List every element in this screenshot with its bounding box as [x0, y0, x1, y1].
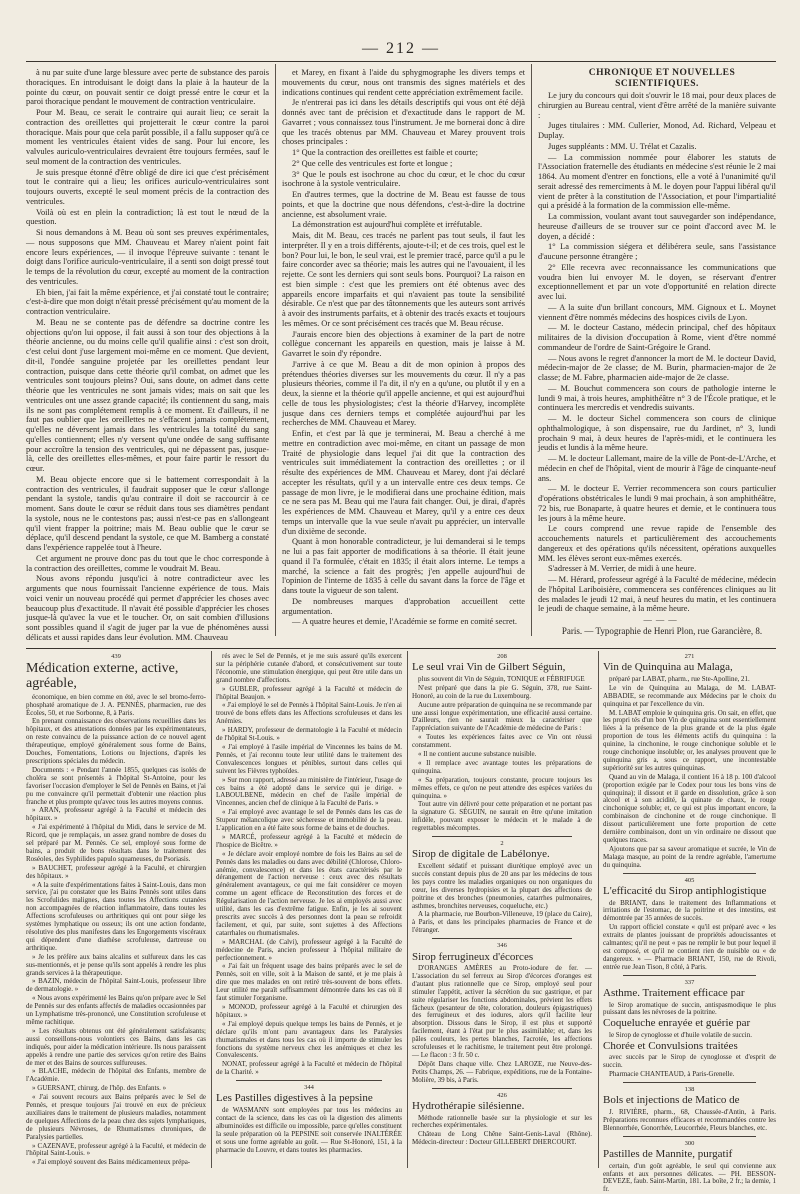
- ad-separator: [432, 836, 572, 837]
- ad-number: 208: [497, 653, 507, 660]
- ad-paragraph: » BLACHE, médecin de l'hôpital des Enfants, membre de l'Académie.: [26, 1067, 206, 1084]
- ad-paragraph: « Il remplace avec avantage toutes les préparations de quinquina.: [412, 758, 592, 775]
- article-paragraph: Si nous demandons à M. Beau où sont ses preuves expérimentales, — nous supposons que MM. Chauveau et Marey n'aient point fait encore leurs expériences, — il invoque l'épreuve suivante : tenant le doigt dans l'orifice auriculo-ventriculaire, il a senti son doigt pressé tout le temps de la révolution du cœur, excepté au moment de la contraction des ventricules.: [26, 228, 269, 286]
- chronicle-paragraph: — La commission nommée pour élaborer les statuts de l'Association fraternelle des étudiants en médecine s'est réunie le 2 mai 1864. Au moment d'entrer en fonctions, elle a voté à l'unanimité qu'il serait adressé des remerciments à M. le doyen pour l'appui libéral qu'il vient de prêter à la constitution de l'Association, et pour l'impartialité qui a présidé à la formation de la commission elle-même.: [538, 152, 776, 211]
- ad-paragraph: Tout autre vin délivré pour cette préparation et ne portant pas la signature G. SÉGUIN, ne saurait en être qu'une imitation infidèle, pouvant exposer le médecin et le malade à de regrettables mécomptes.: [412, 800, 592, 833]
- chronicle-paragraph: — A la suite d'un brillant concours, MM. Gignoux et L. Moynet viennent d'être nommés médecins des hospices civils de Lyon.: [538, 302, 776, 322]
- ad-paragraph: J. RIVIÈRE, pharm., 68, Chaussée-d'Antin, à Paris. Préparations reconnues efficaces et recommandées contre les Blennorrhée, Gonorrhée, Leucorrhée, Fleurs blanches, etc.: [603, 1108, 776, 1132]
- chronicle-column: [538, 68, 776, 636]
- article-paragraph: En d'autres termes, que la doctrine de M. Beau est fausse de tous points, et que la doctrine que nous défendons, c'est-à-dire la doctrine ancienne, est absolument vraie.: [282, 190, 525, 219]
- article-column-1: [26, 68, 269, 642]
- column-divider-1: [275, 64, 276, 636]
- ad-number: 426: [497, 1091, 507, 1099]
- ad-number: 300: [684, 1139, 695, 1147]
- chronicle-paragraph: S'adresser à M. Verrier, de midi à une heure.: [548, 564, 697, 574]
- ad-paragraph: » Je les préfère aux bains alcalins et sulfureux dans les cas sus-mentionnés, et je pense qu'ils sont appelés à rendre les plus grands services à la thérapeutique.: [26, 952, 206, 977]
- article-paragraph: La démonstration est aujourd'hui complète et irréfutable.: [292, 220, 483, 230]
- chronicle-paragraph: La commission, voulant avant tout sauvegarder son indépendance, heureuse d'ailleurs de se trouver sur ce point d'accord avec M. le doyen, a décidé :: [538, 212, 776, 241]
- ad-paragraph: « J'ai souvent recours aux Bains préparés avec le Sel de Pennès, et presque toujours j'ai trouvé en eux de précieux auxiliaires dans le traitement de plusieurs maladies, notamment de quelques Affections de la peau chez des sujets lymphatiques, de plusieurs Névroses, de Rhumatismes chroniques, de Paralysies partielles.: [26, 1093, 206, 1141]
- ad-paragraph: « J'ai expérimenté à l'hôpital du Midi, dans le service de M. Ricord, que je remplaçais, un assez grand nombre de doses du sel préparé par M. Pennès. Ce sel, employé sous forme de bains, a produit de bons résultats dans le traitement des Roséoles, des Syphilides papulo squameuses, du Psoriasis.: [26, 823, 206, 863]
- ad-paragraph: » MARCHAL (de Calvi), professeur agrégé à la Faculté de médecine de Paris, ancien professeur à l'hôpital militaire de perfectionnement. »: [216, 937, 402, 962]
- ad-headline: Pastilles de Mannite, purgatif: [603, 1148, 733, 1161]
- ad-paragraph: plus souvent dit Vin de Séguin, TONIQUE et FÉBRIFUGE: [418, 674, 585, 683]
- article-paragraph: à nu par suite d'une large blessure avec perte de substance des parois thoraciques. En introduisant le doigt dans la plaie à la hauteur de la pointe du cœur, on pouvait sentir ce doigt pressé entre le cœur et la paroi thoracique pendant le mouvement de contraction ventriculaire.: [26, 68, 269, 107]
- chronicle-title: CHRONIQUE ET NOUVELLES SCIENTIFIQUES.: [588, 68, 736, 90]
- ad-divider-1: [211, 651, 212, 1168]
- article-paragraph: Mais, dit M. Beau, ces tracés ne parlent pas tout seuls, il faut les interpréter. Il y en a trois différents, ajoute-t-il; et de ces trois, quel est le bon? Pour lui, le bon, le seul vrai, est le premier tracé, parce qu'il a pu le faire concorder avec sa théorie; mais les autres qui ne l'avouaient, il les rejette. Ce sont les derniers qui sont seuls bons. Pourquoi? La raison en est bien simple : c'est que les premiers ont été obtenus avec des appareils encore imparfaits et qui n'avaient pas toute la sensibilité désirable. Ce n'est que par des tâtonnements que les auteurs sont arrivés à avoir des instruments parfaits, et à obtenir des tracés exacts et toujours les mêmes. Or ce sont précisément ces tracés que M. Beau récuse.: [282, 231, 525, 328]
- ad-paragraph: » MARCÉ, professeur agrégé à la Faculté et médecin de l'hospice de Bicêtre. »: [216, 832, 402, 849]
- article-paragraph: J'aurais encore bien des objections à examiner de la part de notre collègue concernant les appareils en question, mais je laisse à M. Gavarret le soin d'y répondre.: [282, 329, 525, 358]
- chronicle-paragraph: — M. le docteur Lallemant, maire de la ville de Pont-de-L'Arche, et médecin en chef de l'hôpital, vient de mourir à l'âge de cinquante-neuf ans.: [538, 454, 777, 483]
- ad-column-4: [603, 653, 776, 1194]
- ad-headline: Bols et injections de Matico de: [603, 1094, 740, 1107]
- ad-paragraph: Aucune autre préparation de quinquina ne se recommande par une aussi longue expérimentation, une efficacité aussi certaine. D'ailleurs, rien ne saurait mieux la caractériser que l'appréciation suivante de l'Académie de médecine de Paris :: [412, 700, 592, 733]
- ad-paragraph: Documents : « Pendant l'année 1855, quelques cas isolés de choléra se sont présentés à l'hôpital St-Antoine, pour les favoriser l'occasion d'employer le Sel de Pennès en Bains, et j'ai pu me convaincre qu'il permettait d'obtenir une réaction plus franche et plus prompte qu'avec tous les autres moyens connus.: [26, 765, 206, 806]
- chronicle-paragraph: — M. le docteur E. Verrier recommencera son cours particulier d'opérations obstétricales le lundi 9 mai prochain, à son amphithéâtre, 72 bis, rue Bonaparte, à quatre heures et demie, et le continuera tous les jours à la même heure.: [538, 484, 776, 523]
- ad-headline: Coqueluche enrayée et guérie par: [603, 1017, 751, 1030]
- ad-paragraph: certain, d'un goût agréable, le seul qui convienne aux enfants et aux personnes délicates. — PH. BESSON-DEVEZE, faub. Saint-Martin, 181. La boîte, 2 fr.; la demie, 1 fr.: [603, 1161, 776, 1194]
- ad-separator: [623, 873, 756, 874]
- ad-paragraph: » GUBLER, professeur agrégé à la Faculté et médecin de l'hôpital Beaujon. »: [216, 684, 402, 701]
- chronicle-paragraph: Le cours comprend une revue rapide de l'ensemble des accouchements naturels et particulièrement des accouchements dangereux et des opérations qu'ils nécessitent, opérations auxquelles MM. les élèves seront eux-mêmes exercés.: [538, 524, 776, 563]
- article-paragraph: Je n'entrerai pas ici dans les détails descriptifs qui vous ont été déjà donnés avec tant de précision et d'exactitude dans le rapport de M. Gavarret ; vous connaissez tous l'instrument. Je me bornerai donc à dire que les tracés obtenus par MM. Chauveau et Marey prouvent trois choses principales :: [282, 98, 525, 147]
- chronicle-paragraph: — M. le docteur Castano, médecin principal, chef des hôpitaux militaires de la division d'occupation à Rome, vient d'être nommé commandeur de l'ordre de Saint-Grégoire le Grand.: [538, 323, 776, 352]
- chronicle-paragraph: Juges suppléants : MM. U. Trélat et Cazalis.: [548, 141, 697, 151]
- article-paragraph: Enfin, et c'est par là que je terminerai, M. Beau a cherché à me mettre en contradiction avec moi-même, en citant un passage de mon Traité de physiologie dans lequel j'ai dit que la contraction des ventricules suit immédiatement la contraction des oreillettes ; or il résulte des expériences de MM. Chauveau et Marey, dont j'ai déclaré accepter les résultats, qu'il y a un intervalle entre ces deux temps. Ce passage de mon livre, je le modifierai dans une prochaine édition, mais ce ne sera pas M. Beau qui me l'aura fait changer. Oui, je dirai, d'après les expériences de MM. Chauveau et Marey, qu'il y a entre ces deux temps un intervalle que la vue seule n'avait pu apprécier, un intervalle d'un dixième de seconde.: [282, 429, 525, 536]
- ad-column-1: [26, 653, 206, 1168]
- chronicle-paragraph: — Nous avons le regret d'annoncer la mort de M. le docteur David, médecin-major de 2e classe; de M. Burin, pharmacien-major de 2e classe; de M. Fabre, pharmacien aide-major de 2e classe.: [538, 353, 776, 383]
- ad-paragraph: M. LABAT emploie le quinquina gris. On sait, en effet, que les propri tés d'un bon Vin de quinquina sont essentiellement liées à la présence de la plus grande et de la plus égale proportion de tous les éléments actifs du quinquina : la quinine, la cinchonine, le rouge cinchonique soluble et le rouge cinchonique insoluble; or, les analyses prouvent que le quinquina gris a, sous ce rapport, une incontestable supériorité sur les autres quinquinas.: [603, 708, 776, 772]
- ad-number: 138: [684, 1086, 695, 1094]
- ad-number: 439: [111, 653, 121, 660]
- ad-paragraph: » BAZIN, médecin de l'hôpital Saint-Louis, professeur libre de dermatologie. »: [26, 977, 206, 994]
- page-number: — 212 —: [362, 40, 440, 57]
- ad-number: 405: [684, 876, 695, 884]
- ad-paragraph: » ARAN, professeur agrégé à la Faculté et médecin des hôpitaux. »: [26, 806, 206, 823]
- ad-paragraph: » Sur mon rapport, adressé au ministère de l'intérieur, l'usage de ces bains a été adopté dans le service qui je dirige. » LABOULBENE, médecin en chef de l'asile impérial de Vincennes, ancien chef de clinique à la Faculté de Paris. »: [216, 775, 402, 808]
- article-paragraph: — A quatre heures et demie, l'Académie se forme en comité secret.: [292, 617, 517, 627]
- ad-paragraph: de WASMANN sont employées par tous les médecins au contact de la science, dans les cas où la digestion des aliments albuminoïdes est difficile ou impossible, parce qu'elles constituent la seule préparation où la PEPSINE soit conservée INALTÉRÉE et sous une forme agréable au goût. — Rue St-Honoré, 151, à la pharmacie du Louvre, et dans toutes les pharmacies.: [216, 1106, 402, 1154]
- ad-paragraph: « A la suite d'expérimentations faites à Saint-Louis, dans mon service, j'ai pu constater que les Bains Pennès sont utiles dans les Scrofulides malignes, dans toutes les Affections cutanées non accompagnées de réaction inflammatoire, dans toutes les Affections scrofuleuses ou arthritiques qui ont pour siège les systèmes lymphatique ou osseux; ils ont une action fondante, résolutive des plus manifestes dans les Engorgements viscéraux qui dépendent d'une diathèse scrofuleuse, dartreuse ou arthritique.: [26, 880, 206, 952]
- ad-paragraph: Ajoutons que par sa saveur aromatique et sucrée, le Vin de Malaga masque, au point de la rendre agréable, l'amertume du quinquina.: [603, 844, 776, 869]
- article-column-2: [282, 68, 525, 636]
- ad-paragraph: Dépôt Dans chaque ville. Chez LAROZE, rue Neuve-des-Petits Champs, 26. — Fabrique, expéditions, rue de la Fontaine-Molière, 39 bis, à Paris.: [412, 1059, 592, 1084]
- ad-separator: [623, 1082, 756, 1083]
- ad-paragraph: NONAT, professeur agrégé à la Faculté et médecin de l'hôpital de la Charité. »: [216, 1060, 402, 1077]
- ad-paragraph: avec succès par le Sirop de cynoglosse et d'esprit de succin.: [603, 1053, 776, 1070]
- ad-separator: [236, 1080, 382, 1081]
- ad-paragraph: Quand au vin de Malaga, il contient 16 à 18 p. 100 d'alcool (proportion exigée par le Codex pour tous les bons vins de quinquina); il dissout et il garde en dissolution, grâce à son alcool et à son acidité, la quinate de chaux, le rouge cinchonique soluble; et, ce qui est plus important encore, la combinaison de cinchonine et de rouge cinchonique. Il dissout particulièrement une forte proportion de cette dernière combinaison, dont un vin ordinaire ne dissout que quelques traces.: [603, 772, 776, 845]
- ad-paragraph: En prenant connaissance des observations recueillies dans les hôpitaux, et des attestations données par les expérimentateurs, on reste convaincu de la puissance action de ce nouvel agent thérapeutique, employé généralement sous forme de Bains, Douches, Fomentations, Lotions ou Injections, d'après les prescriptions spéciales du médecin.: [26, 717, 206, 765]
- article-paragraph: Je suis presque étonné d'être obligé de dire ici que c'est précisément tout le contraire qui a lieu; les orifices auriculo-ventriculaires sont toujours ouverts, excepté le seul moment précis de la contraction des ventricules.: [26, 167, 269, 206]
- ad-paragraph: » BAUCHET, professeur agrégé à la Faculté, et chirurgien des hôpitaux. »: [26, 863, 206, 880]
- ad-column-3: [412, 653, 592, 1168]
- chronicle-paragraph: 1° La commission siégera et délibérera seule, sans l'assistance d'aucune personne étrangère ;: [538, 242, 776, 262]
- end-rule: ———: [643, 615, 681, 625]
- ad-paragraph: le Sirop aromatique de succin, antispasmodique le plus puissant dans les névroses de la poitrine.: [603, 1000, 776, 1017]
- ad-paragraph: A la pharmacie, rue Bourbon-Villeneuve, 19 (place du Caire), à Paris, et dans les principales pharmacies de France et de l'étranger.: [412, 910, 592, 935]
- ad-headline: Médication externe, active, agréable,: [26, 661, 179, 692]
- ad-headline: Sirop de digitale de Labélonye.: [412, 848, 550, 861]
- ad-paragraph: « J'ai employé à l'asile impérial de Vincennes les bains de M. Pennès, et j'ai reconnu toute leur utilité dans le traitement des Convalescences longues et pénibles, surtout dans celles qui suivent les Fièvres typhoïdes.: [216, 742, 402, 775]
- article-paragraph: Pour M. Beau, ce serait le contraire qui aurait lieu; ce serait la contraction des oreillettes qui projetterait le cœur contre la paroi thoracique. Mais pour que cela parût possible, il a fallu supposer qu'à ce moment les ventricules étaient vides de sang. Pour lui encore, les valvules auriculo-ventriculaires devraient être toujours fermées, sauf le seul moment de la contraction des ventricules.: [26, 108, 269, 166]
- ad-paragraph: Excellent sédatif et puissant diurétique employé avec un succès constant depuis plus de 20 ans par les médecins de tous les pays contre les maladies organiques ou non organiques du cœur, les diverses hydropisies et la plupart des affections de poitrine et des bronches (pneumonies, catarrhes pulmonaires, asthmes, bronchites nerveuses, coqueluche, etc.): [412, 862, 592, 910]
- article-paragraph: Eh bien, j'ai fait la même expérience, et j'ai constaté tout le contraire; c'est-à-dire que mon doigt n'était pressé précisément qu'au moment de la contraction ventriculaire.: [26, 287, 269, 316]
- ad-number: 271: [684, 653, 695, 660]
- article-paragraph: 3° Que le pouls est isochrone au choc du cœur, et le choc du cœur isochrone à la systole ventriculaire.: [282, 169, 525, 189]
- article-paragraph: 2° Que celle des ventricules est forte et longue ;: [292, 158, 453, 168]
- ad-paragraph: » MONOD, professeur agrégé à la Faculté et chirurgien des hôpitaux. »: [216, 1002, 402, 1019]
- ad-paragraph: N'est préparé que dans la pie G. Séguin, 378, rue Saint-Honoré, au coin de la rue du Luxembourg.: [412, 683, 592, 700]
- ad-paragraph: » HARDY, professeur de dermatologie à la Faculté et médecin de l'hôpital St-Louis. »: [216, 726, 402, 743]
- chronicle-paragraph: — M. le docteur Sichel commencera son cours de clinique ophthalmologique, à son dispensaire, rue du Jardinet, n° 3, lundi prochain 9 mai, à deux heures de l'après-midi, et le continuera les jeudis et lundis à la même heure.: [538, 414, 776, 453]
- ad-paragraph: » GUERSANT, chirurg. de l'hôp. des Enfants. »: [32, 1084, 167, 1093]
- article-paragraph: M. Beau objecte encore que si le battement correspondait à la contraction des ventricules, il faudrait supposer que le cœur s'allonge pendant la systole, tandis qu'au contraire il doit se raccourcir à ce moment. Sans doute le cœur se réduit dans tous ses diamètres pendant la systole, nous ne le contestons pas; aussi n'est-ce pas en s'allongeant qu'il vient frapper la poitrine; mais M. Beau oublie que le cœur se déplace, qu'il descend pendant la systole, ce que M. Bamberg a constaté dans l'expérience rappelée tout à l'heure.: [26, 474, 269, 552]
- ad-headline: Sirop ferrugineux d'écorces: [412, 950, 534, 963]
- article-paragraph: De nombreuses marques d'approbation accueillent cette argumentation.: [282, 596, 525, 616]
- ad-headline: Asthme. Traitement efficace par: [603, 987, 745, 1000]
- ad-paragraph: économique, en bien comme en été, avec le sel bromo-ferro-phosphaté aromatique de J. A. PENNÈS, pharmacien, rue des Écoles, 50, et rue Sorbonne, 8, à Paris.: [26, 692, 206, 717]
- chronicle-paragraph: Le jury du concours qui doit s'ouvrir le 18 mai, pour deux places de chirurgien au Bureau central, vient d'être arrêté de la manière suivante :: [538, 91, 776, 120]
- ad-divider-2: [407, 651, 408, 1168]
- column-divider-2: [531, 64, 532, 636]
- article-paragraph: Quant à mon honorable contradicteur, je lui demanderai si le temps ne lui a pas fait apporter de modifications à sa théorie. Il était jeune quand il l'a formulée, c'était en 1835; il était alors interne. Le temps a marché, la science a fait des progrès; j'en appelle aujourd'hui de l'opinion de l'interne de 1835 à celle du savant dans la force de l'âge et dans toute la vigueur de son talent.: [282, 537, 525, 595]
- ad-headline: Hydrothérapie silésienne.: [412, 1099, 525, 1112]
- ad-paragraph: « Nous avons expérimenté les Bains qu'on prépare avec le Sel de Pennès sur des enfants affectés de maladies occasionnées par un Lymphatisme très-prononcé, une Constitution scrofuleuse et même rachitique.: [26, 994, 206, 1026]
- ad-paragraph: « J'ai employé le sel de Pennès à l'hôpital Saint-Louis. Je n'en ai trouvé de bons effets dans les Affections scrofuleuses et dans les Anémies.: [216, 701, 402, 726]
- article-paragraph: 1° Que la contraction des oreillettes est faible et courte;: [292, 148, 478, 157]
- ad-paragraph: préparé par LABAT, pharm., rue Ste-Apolline, 21.: [609, 674, 750, 683]
- article-paragraph: et Marey, en fixant à l'aide du sphygmographe les divers temps et mouvements du cœur, nous ont transmis des signes matériels et des indications continues qui rendent cette appréciation extrêmement facile.: [282, 68, 525, 97]
- ad-separator: [623, 1136, 756, 1137]
- article-paragraph: Cet argument ne prouve donc pas du tout que le choc corresponde à la contraction des oreillettes, comme le voudrait M. Beau.: [26, 553, 269, 573]
- ad-number: 346: [497, 942, 507, 950]
- ad-headline: Le seul vrai Vin de Gilbert Séguin,: [412, 661, 566, 674]
- header-rule: [26, 61, 776, 62]
- ad-paragraph: rés avec le Sel de Pennès, et je me suis assuré qu'ils exercent sur la périphérie cutanée d'abord, et consécutivement sur toute l'économie, une stimulation énergique, qui peut être utile dans un grand nombre d'affections.: [216, 652, 402, 684]
- ad-paragraph: « J'ai fait un fréquent usage des bains préparés avec le sel de Pennès, soit en ville, soit à la Maison de santé, et je me plais à dire que mes malades en ont retiré très-souvent de bons effets. Leur utilité me paraît suffisamment démontrée dans les cas où il faut stimuler l'organisme.: [216, 962, 402, 1003]
- ad-paragraph: le Sirop de cynoglosse et d'huile volatile de succin.: [609, 1030, 752, 1039]
- ad-headline: L'efficacité du Sirop antiphlogistique: [603, 884, 767, 897]
- ad-paragraph: Méthode rationnelle basée sur la physiologie et sur les recherches expérimentales.: [412, 1113, 592, 1130]
- article-paragraph: Voilà où est en plein la contradiction; là est tout le nœud de la question.: [26, 207, 269, 227]
- ad-number: 2: [500, 840, 504, 848]
- article-paragraph: J'arrive à ce que M. Beau a dit de mon opinion à propos des prétendues théories diverses sur les mouvements du cœur. Il n'y a pas plusieurs théories, comme il l'a dit, il n'y en a qu'une, ou plutôt il y en a deux, la sienne et la théorie qu'il appelle ancienne, et qui est aujourd'hui celle de tous les physiologistes; c'est la théorie d'Harvey, incomplète jusque dans ces derniers temps et complétée aujourd'hui par les recherches de MM. Chauveau et Marey.: [282, 359, 525, 428]
- article-paragraph: M. Beau ne se contente pas de défendre sa doctrine contre les objections qu'on lui oppose, il fait aussi à son tour des objections à la théorie ancienne, ou du moins celle qu'il qualifie ainsi : c'est son droit, c'est celui dont j'use largement moi-même en ce moment. Que devient, dit-il, l'ondée sanguine projetée par les oreillettes pendant leur contraction, puisque dans cette théorie qu'il combat, on admet que les ventricules sont toujours pleins? Oui, sans doute, on admet dans cette théorie que les ventricules ne sont jamais vides; mais on sait que les ventricules ont une assez grande capacité; ils contiennent du sang, mais ils ne sont pas complétement remplis à ce moment. Et d'ailleurs, il ne faut pas oublier que les oreillettes ne s'effacent jamais complétement, qu'elles ne déversent jamais dans les ventricules la totalité du sang qu'elles contiennent; elles n'y versent qu'une ondée de sang suffisante pour accroître la tension des ventricules, qui ne dépassent pas, jusque-là, celle des oreillettes elles-mêmes, et pour faire partir le ressort du cœur.: [26, 317, 269, 473]
- ad-paragraph: » CAZENAVE, professeur agrégé à la Faculté, et médecin de l'hôpital Saint-Louis. »: [26, 1141, 206, 1158]
- ad-separator: [432, 938, 572, 939]
- ad-paragraph: D'ORANGES AMÈRES au Proto-iodure de fer. — L'association du sel ferreux au Sirop d'écorces d'oranges est d'autant plus rationnelle que ce Sirop, employé seul pour stimuler l'appétit, activer la sécrétion du suc gastrique, et par suite régulariser les fonctions abdominales, prévient les effets fâcheux (pesanteur de tête, coloration, douleurs épigastriques) des ferrugineux et des iodures, alors qu'il facilite leur absorption. Dissous dans le Sirop, il est plus et supporté facilement, étant à l'état pur le plus assimilable; et, dans les pâles couleurs, les pertes blanches, l'acrotée, les affections scrofuleuses et le rachitisme, le traitement peut être prolongé. — Le flacon : 3 fr. 50 c.: [412, 964, 592, 1060]
- ad-paragraph: Un rapport officiel constate « qu'il est préparé avec « les extraits de plantes jouissant de propriétés adoucissantes et calmantes; qu'il ne peut « pas ne remplir le but pour lequel il est composé, et qu'il ne contient rien de nuisible ou « de dangereux. » — Pharmacie BRIANT, 150, rue de Rivoli, entrée rue Jean Tison, 8 côté, à Paris.: [603, 923, 776, 971]
- ad-paragraph: « Il ne contient aucune substance nuisible.: [418, 750, 537, 759]
- chronicle-paragraph: 2° Elle recevra avec reconnaissance les communications que voudra bien lui envoyer M. le doyen, se réservant d'entrer exceptionnellement et par un vote d'opportunité en relation directe avec lui.: [538, 262, 776, 302]
- ad-paragraph: « Je déclare avoir employé nombre de fois les Bains au sel de Pennès dans les maladies ou dans avec débilité (Chlorose, Chloro-anémie, convalescence) et dans les états caractérisés par le dérangement de l'action nerveuse : ceux avec des résultats généralement avantageux, ce qui me fait considérer ce moyen comme un agent efficace de Reconstitution des forces et de Régularisation de l'action nerveuse. Je les ai employés aussi avec utilité, dans les cas d'extrême fatigue. Enfin, je les ai souvent prescrits avec succès à des personnes dont la peau se refroidit facilement, et qui, par suite, sont sujettes à des Affections catarrhales ou rhumatismales.: [216, 849, 402, 937]
- article-paragraph: Nous avons répondu jusqu'ici à notre contradicteur avec les arguments que nous fournissait l'ancienne expérience de tous. Mais voici venir un nouveau procédé qui permet d'apprécier les choses avec beaucoup plus d'exactitude. Il n'avait été possible d'apprécier les choses jusque-là qu'avec la vue et le toucher. Or, on sait combien d'illusions sont possibles quand il s'agit de juger par la vue de phénomènes aussi délicats et aussi rapides dans leur évolution. MM. Chauveau: [26, 574, 269, 642]
- ad-paragraph: « Sa préparation, toujours constante, procure toujours les mêmes effets, ce qu'on ne peut attendre des espèces variées du quinquina. »: [412, 775, 592, 800]
- ad-divider-3: [598, 651, 599, 1168]
- ad-column-2: [216, 653, 402, 1168]
- chronicle-paragraph: Juges titulaires : MM. Cullerier, Monod, Ad. Richard, Velpeau et Duplay.: [538, 121, 776, 141]
- ad-paragraph: « J'ai employé souvent des Bains médicamenteux prépa-: [32, 1158, 191, 1167]
- chronicle-paragraph: — M. Hérard, professeur agrégé à la Faculté de médecine, médecin de l'hôpital Lariboisière, commencera ses conférences cliniques au lit des malades le jeudi 12 mai, à neuf heures du matin, et les continuera le jeudi de chaque semaine, à la même heure.: [538, 575, 776, 614]
- printer-footer: Paris. — Typographie de Henri Plon, rue Garancière, 8.: [561, 625, 763, 636]
- ad-paragraph: « J'ai employé depuis quelque temps les bains de Pennès, et je déclare qu'ils m'ont paru avantageux dans les Paralysies rhumatismales et dans tous les cas où il importe de stimuler les fonctions du système nerveux chez les anémiques et chez les Convalescents.: [216, 1019, 402, 1060]
- ad-headline: Vin de Quinquina au Malaga,: [603, 661, 733, 674]
- ad-paragraph: Château de Long Chêne Saint-Genis-Laval (Rhône). Médecin-directeur : Docteur GILLEBERT DHERCOURT.: [412, 1130, 592, 1147]
- ad-paragraph: « Toutes les expériences faites avec ce Vin ont réussi constamment.: [412, 733, 592, 750]
- ad-paragraph: Pharmacie CHANTEAUD, à Paris-Grenelle.: [609, 1070, 735, 1079]
- ads-top-rule: [26, 648, 776, 649]
- chronicle-paragraph: — M. Bouchut commencera son cours de pathologie interne le lundi 9 mai, à trois heures, amphithéâtre n° 3 de l'École pratique, et le continuera les mercredis et vendredis suivants.: [538, 383, 776, 413]
- ad-paragraph: « J'ai employé avec avantage le sel de Pennès dans les cas de Stupeur mélancolique avec sécheresse et immobilité de la peau. L'application en a été faite sous forme de bains et de douches.: [216, 808, 402, 833]
- ad-headline: Les Pastilles digestives à la pepsine: [216, 1092, 373, 1105]
- ad-headline: Chorée et Convulsions traitées: [603, 1039, 738, 1052]
- ad-number: 337: [684, 978, 695, 986]
- ad-paragraph: Le vin de Quinquina au Malaga, de M. LABAT-ABBADIE, se recommande aux Médecins par le choix du quinquina et par l'excellence du vin.: [603, 683, 776, 708]
- ad-separator: [623, 975, 756, 976]
- ad-separator: [432, 1088, 572, 1089]
- ad-paragraph: de BRIANT, dans le traitement des Inflammations et irritations de l'estomac, de la poitrine et des intestins, est démontrée par 35 années de succès.: [603, 898, 776, 923]
- ad-number: 344: [304, 1084, 314, 1092]
- ad-paragraph: » Les résultats obtenus ont été généralement satisfaisants; aussi conseillons-nous volontiers ces Bains, dans les cas indiqués, pour aider la médication intérieure. Ils nous paraissent appelés à rendre une partie des services qu'on retire des Bains de mer et des Bains de sources sulfureuses.: [26, 1026, 206, 1067]
